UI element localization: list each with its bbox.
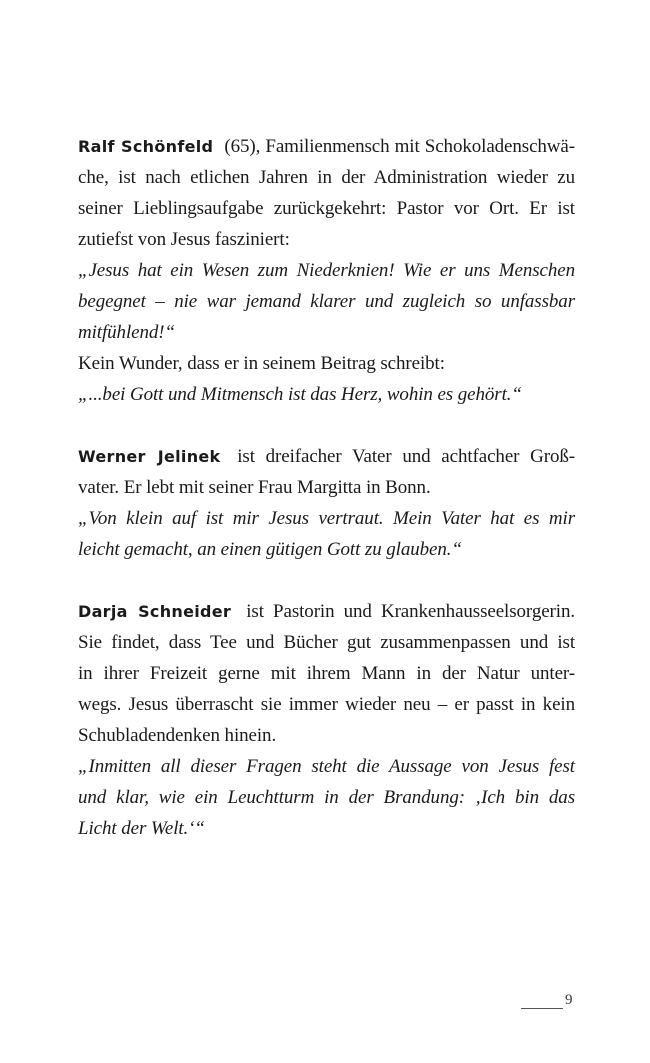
bio-text: in ihrer Freizeit gerne mit ihrem Mann in der Natur unter- — [78, 663, 575, 684]
bio-quote: und klar, wie ein Leuchtturm in der Brandung: ‚Ich bin das — [78, 787, 575, 808]
bio-name: Werner Jelinek — [78, 447, 221, 466]
bio-quote: „Von klein auf ist mir Jesus vertraut. Mein Vater hat es mir — [78, 508, 575, 529]
bio-text: Kein Wunder, dass er in seinem Beitrag schreibt: — [78, 353, 445, 374]
bio-quote: leicht gemacht, an einen gütigen Gott zu glauben.“ — [78, 539, 462, 560]
bio-text: wegs. Jesus überrascht sie immer wieder neu – er passt in kein — [78, 694, 575, 715]
bio-name: Ralf Schönfeld — [78, 137, 214, 156]
bio-section — [78, 131, 575, 844]
bio-quote: „...bei Gott und Mitmensch ist das Herz, wohin es gehört.“ — [78, 384, 522, 405]
bio-text: che, ist nach etlichen Jahren in der Administration wieder zu — [78, 167, 575, 188]
bio-text: ist dreifacher Vater und achtfacher Groß- — [226, 446, 575, 467]
bio-entry — [78, 131, 575, 410]
bio-first-line — [78, 131, 575, 162]
bio-quote: Licht der Welt.‘“ — [78, 818, 205, 839]
bio-entry — [78, 596, 575, 844]
page-number-rule — [521, 1008, 563, 1009]
bio-quote: „Inmitten all dieser Fragen steht die Aussage von Jesus fest — [78, 756, 575, 777]
page-number — [521, 992, 573, 1012]
bio-first-line — [78, 441, 575, 472]
bio-quote: „Jesus hat ein Wesen zum Niederknien! Wie er uns Menschen — [78, 260, 575, 281]
bio-text: seiner Lieblingsaufgabe zurückgekehrt: Pastor vor Ort. Er ist — [78, 198, 575, 219]
bio-text: Sie findet, dass Tee und Bücher gut zusammenpassen und ist — [78, 632, 575, 653]
bio-text: ist Pastorin und Krankenhausseelsorgerin. — [237, 601, 576, 622]
paragraph-gap — [78, 565, 575, 596]
bio-name: Darja Schneider — [78, 602, 232, 621]
bio-text: zutiefst von Jesus fasziniert: — [78, 229, 290, 250]
bio-entry — [78, 441, 575, 565]
paragraph-gap — [78, 410, 575, 441]
bio-text: Schubladendenken hinein. — [78, 725, 277, 746]
bio-quote: begegnet – nie war jemand klarer und zugleich so unfassbar — [78, 291, 575, 312]
bio-quote: mitfühlend!“ — [78, 322, 175, 343]
bio-text: vater. Er lebt mit seiner Frau Margitta in Bonn. — [78, 477, 431, 498]
bio-first-line — [78, 596, 575, 627]
page-number-value: 9 — [565, 992, 573, 1008]
bio-text: (65), Familienmensch mit Schokoladenschwä- — [219, 136, 575, 157]
